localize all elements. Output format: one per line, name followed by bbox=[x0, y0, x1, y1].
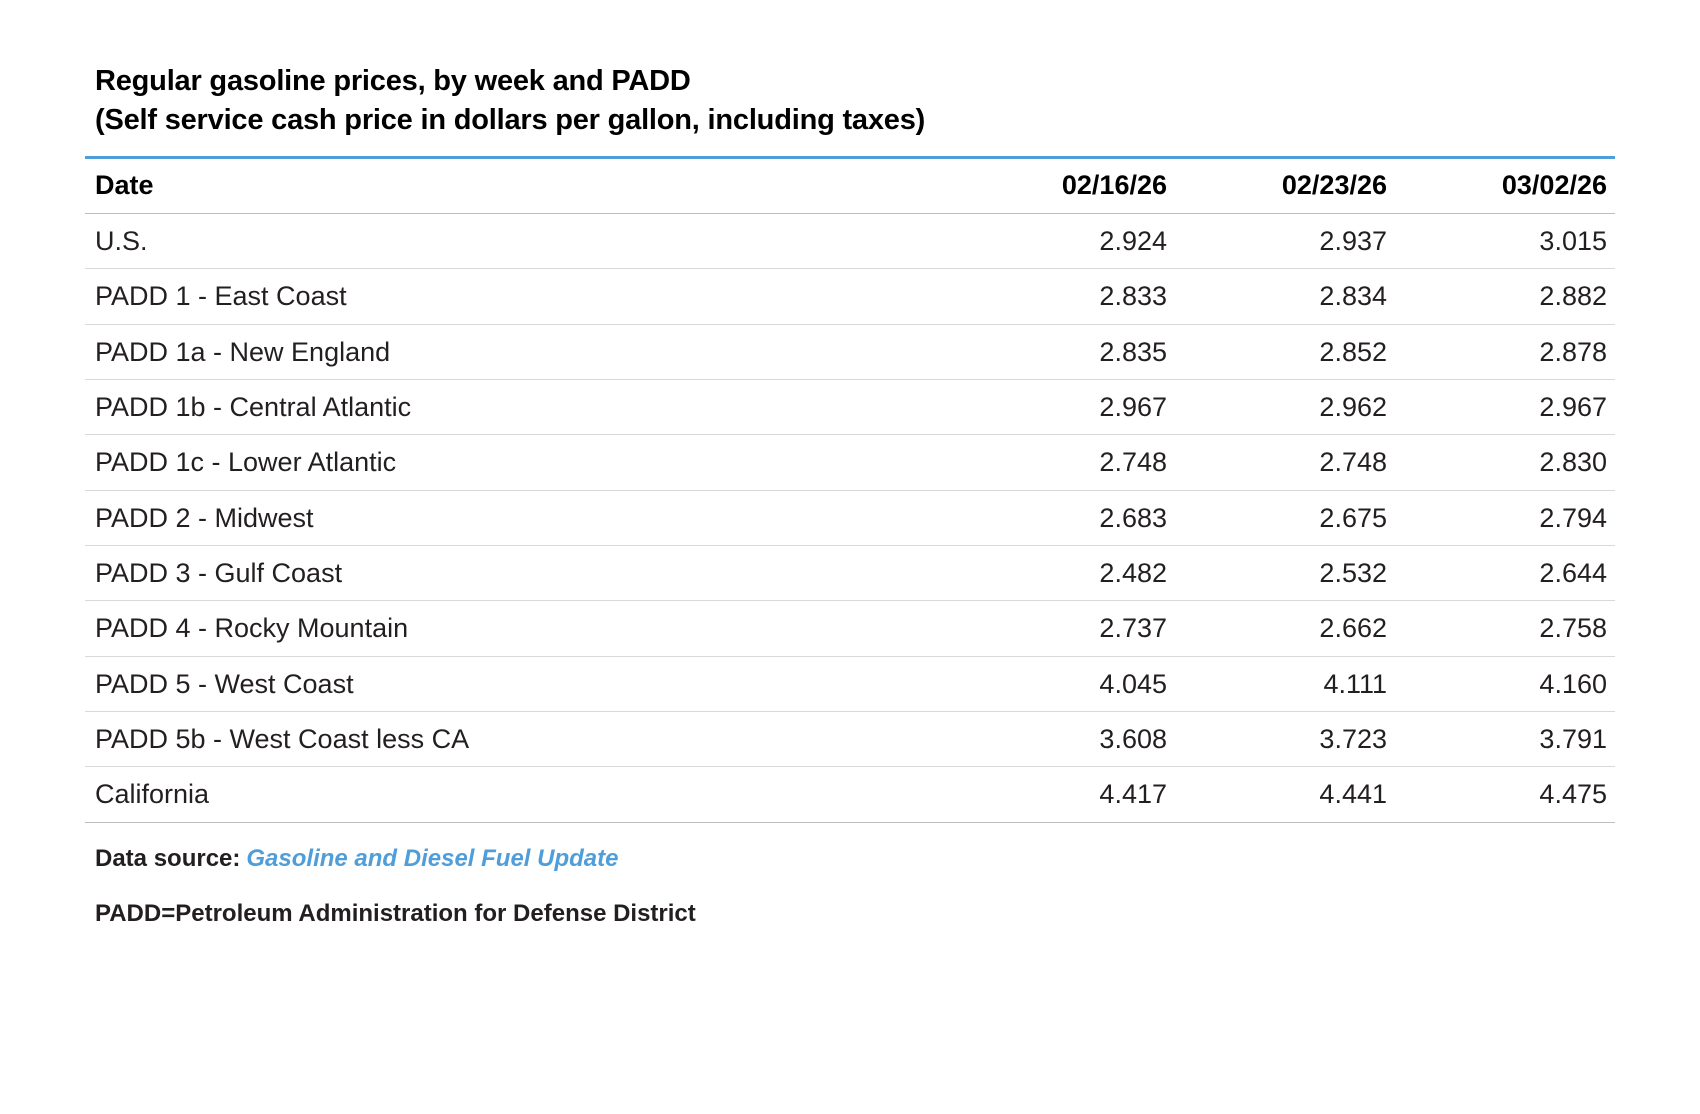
row-label: PADD 2 - Midwest bbox=[85, 490, 955, 545]
column-header-date: Date bbox=[85, 157, 955, 213]
row-value: 2.532 bbox=[1175, 545, 1395, 600]
row-value: 2.748 bbox=[955, 435, 1175, 490]
row-label: PADD 1 - East Coast bbox=[85, 269, 955, 324]
row-value: 4.160 bbox=[1395, 656, 1615, 711]
row-value: 4.111 bbox=[1175, 656, 1395, 711]
gasoline-prices-table bbox=[85, 156, 1615, 823]
title-line-2: (Self service cash price in dollars per gallon, including taxes) bbox=[95, 104, 926, 137]
row-value: 2.878 bbox=[1395, 324, 1615, 379]
column-header-week-3: 03/02/26 bbox=[1395, 157, 1615, 213]
row-value: 3.791 bbox=[1395, 711, 1615, 766]
row-value: 3.015 bbox=[1395, 213, 1615, 268]
table-row bbox=[85, 435, 1615, 490]
row-label: PADD 5b - West Coast less CA bbox=[85, 711, 955, 766]
row-value: 2.882 bbox=[1395, 269, 1615, 324]
data-source-label: Data source: bbox=[95, 844, 241, 872]
column-header-week-2: 02/23/26 bbox=[1175, 157, 1395, 213]
row-label: PADD 3 - Gulf Coast bbox=[85, 545, 955, 600]
row-value: 3.723 bbox=[1175, 711, 1395, 766]
row-label: PADD 1b - Central Atlantic bbox=[85, 379, 955, 434]
table-header-row bbox=[85, 157, 1615, 213]
content-container bbox=[85, 62, 1615, 929]
row-value: 2.937 bbox=[1175, 213, 1395, 268]
table-row bbox=[85, 269, 1615, 324]
padd-abbreviation-note: PADD=Petroleum Administration for Defense District bbox=[95, 900, 696, 928]
row-value: 2.662 bbox=[1175, 601, 1395, 656]
row-value: 2.962 bbox=[1175, 379, 1395, 434]
table-row bbox=[85, 490, 1615, 545]
row-value: 4.475 bbox=[1395, 767, 1615, 822]
row-value: 2.830 bbox=[1395, 435, 1615, 490]
row-label: PADD 1a - New England bbox=[85, 324, 955, 379]
row-value: 2.967 bbox=[955, 379, 1175, 434]
row-label: PADD 5 - West Coast bbox=[85, 656, 955, 711]
row-value: 2.737 bbox=[955, 601, 1175, 656]
row-value: 2.683 bbox=[955, 490, 1175, 545]
row-value: 4.045 bbox=[955, 656, 1175, 711]
table-row bbox=[85, 711, 1615, 766]
table-row bbox=[85, 545, 1615, 600]
row-label: PADD 1c - Lower Atlantic bbox=[85, 435, 955, 490]
data-source-link[interactable]: Gasoline and Diesel Fuel Update bbox=[246, 844, 619, 872]
row-value: 2.675 bbox=[1175, 490, 1395, 545]
row-label: PADD 4 - Rocky Mountain bbox=[85, 601, 955, 656]
row-value: 2.835 bbox=[955, 324, 1175, 379]
table-row bbox=[85, 767, 1615, 822]
row-value: 2.758 bbox=[1395, 601, 1615, 656]
row-value: 2.834 bbox=[1175, 269, 1395, 324]
row-label: California bbox=[85, 767, 955, 822]
table-row bbox=[85, 601, 1615, 656]
row-value: 2.924 bbox=[955, 213, 1175, 268]
table-row bbox=[85, 656, 1615, 711]
row-value: 2.967 bbox=[1395, 379, 1615, 434]
table-header bbox=[85, 157, 1615, 213]
data-source-note bbox=[95, 845, 1615, 874]
table-body bbox=[85, 213, 1615, 822]
row-value: 3.608 bbox=[955, 711, 1175, 766]
title-line-1: Regular gasoline prices, by week and PADD bbox=[95, 65, 691, 97]
table-row bbox=[85, 379, 1615, 434]
footnotes bbox=[85, 845, 1615, 930]
page-title bbox=[85, 62, 1615, 141]
row-value: 2.833 bbox=[955, 269, 1175, 324]
row-value: 2.748 bbox=[1175, 435, 1395, 490]
row-value: 2.644 bbox=[1395, 545, 1615, 600]
row-value: 2.482 bbox=[955, 545, 1175, 600]
column-header-week-1: 02/16/26 bbox=[955, 157, 1175, 213]
row-value: 2.852 bbox=[1175, 324, 1395, 379]
table-row bbox=[85, 324, 1615, 379]
row-value: 4.441 bbox=[1175, 767, 1395, 822]
row-label: U.S. bbox=[85, 213, 955, 268]
row-value: 2.794 bbox=[1395, 490, 1615, 545]
row-value: 4.417 bbox=[955, 767, 1175, 822]
table-row bbox=[85, 213, 1615, 268]
